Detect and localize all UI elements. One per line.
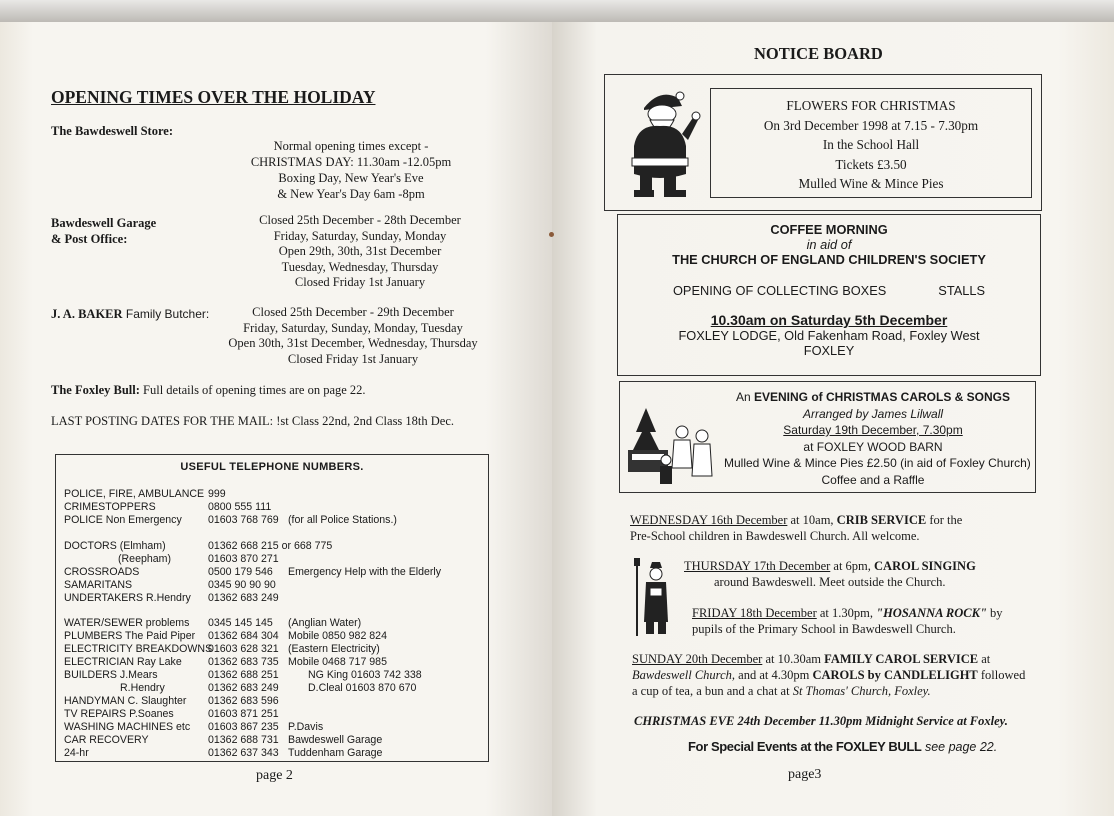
butcher-name: J. A. BAKER Family Butcher: (51, 307, 210, 321)
telephone-entry-number: 01603 768 769 (208, 514, 279, 526)
scanner-top-edge (0, 0, 1114, 22)
telephone-entry-number: 0800 555 111 (208, 501, 272, 513)
event-wednesday: WEDNESDAY 16th December at 10am, CRIB SERVICE for the (630, 513, 963, 527)
coffee-morning-notice: COFFEE MORNING in aid of THE CHURCH OF ENGLAND CHILDREN'S SOCIETY OPENING OF COLLECTING BOXES STALLS 10.30am on Saturday 5th December FOXLEY LODGE, Old Fakenham Road, Foxley West FOXLEY (672, 222, 986, 358)
event-christmas-eve: CHRISTMAS EVE 24th December 11.30pm Midnight Service at Foxley. (634, 714, 1008, 728)
telephone-entry-number: 01603 867 235 (208, 721, 279, 733)
telephone-entry-note: (for all Police Stations.) (288, 514, 397, 526)
telephone-entry-number: 01362 688 251 (208, 669, 279, 681)
telephone-entry-number: 01362 684 304 (208, 630, 279, 642)
posting-dates: LAST POSTING DATES FOR THE MAIL: !st Class 22nd, 2nd Class 18th Dec. (51, 414, 455, 428)
flowers-notice: FLOWERS FOR CHRISTMAS On 3rd December 1998 at 7.15 - 7.30pm In the School Hall Tickets £3.50 Mulled Wine & Mince Pies (763, 98, 979, 191)
telephone-entry-number: 01603 870 271 (208, 553, 279, 565)
opening-times-title: OPENING TIMES OVER THE HOLIDAY (51, 87, 376, 107)
telephone-entry-note: Tuddenham Garage (288, 747, 383, 759)
event-thursday-detail: around Bawdeswell. Meet outside the Church. (714, 575, 946, 589)
page-number-right: page3 (788, 767, 822, 782)
telephone-entry-name: POLICE Non Emergency (64, 514, 182, 526)
telephone-entry-number: 01362 683 249 (208, 592, 279, 604)
event-sunday-detail: Bawdeswell Church, and at 4.30pm CAROLS by CANDLELIGHT followed (632, 668, 1026, 682)
telephone-heading: USEFUL TELEPHONE NUMBERS. (180, 461, 364, 473)
telephone-entry-note: P.Davis (288, 721, 324, 733)
telephone-entry-name: SAMARITANS (64, 579, 133, 591)
carols-notice: An EVENING of CHRISTMAS CAROLS & SONGS Arranged by James Lilwall Saturday 19th December, 7.30pm at FOXLEY WOOD BARN Mulled Wine & Mince Pies £2.50 (in aid of Foxley Church) Coffee and a Raffle (724, 390, 1031, 487)
telephone-entry-name: 24-hr (64, 747, 89, 759)
telephone-entry-name: POLICE, FIRE, AMBULANCE (64, 488, 205, 500)
notice-board-title: NOTICE BOARD (754, 44, 883, 63)
telephone-entry-number: 01362 683 249 (208, 682, 279, 694)
telephone-entry-name: UNDERTAKERS R.Hendry (64, 592, 191, 604)
santa-icon (620, 86, 702, 201)
telephone-entry-name: ELECTRICITY BREAKDOWNS (64, 643, 213, 655)
telephone-entry-number: 01362 637 343 (208, 747, 279, 759)
telephone-entry-number: 01362 683 596 (208, 695, 279, 707)
telephone-entry-name: DOCTORS (Elmham) (64, 540, 166, 552)
telephone-entry-name: (Reepham) (118, 553, 171, 565)
telephone-entry-name: ELECTRICIAN Ray Lake (64, 656, 182, 668)
garage-hours: Closed 25th December - 28th December Friday, Saturday, Sunday, Monday Open 29th, 30th, 31st December Tuesday, Wednesday, Thursday Closed Friday 1st January (259, 213, 461, 289)
foxley-bull-note: The Foxley Bull: Full details of opening times are on page 22. (51, 383, 366, 397)
telephone-entry-note: (Anglian Water) (288, 617, 362, 629)
telephone-entry-note: Emergency Help with the Elderly (288, 566, 442, 578)
telephone-entry-number: 01603 871 251 (208, 708, 279, 720)
event-wednesday-detail: Pre-School children in Bawdeswell Church. All welcome. (630, 529, 920, 543)
telephone-entry-name: BUILDERS J.Mears (64, 669, 158, 681)
telephone-entry-number: 0500 179 546 (208, 566, 273, 578)
telephone-entry-number: 01362 668 215 or 668 775 (208, 540, 333, 552)
garage-name: Bawdeswell Garage & Post Office: (51, 216, 157, 246)
page-number-left: page 2 (256, 768, 293, 783)
event-thursday: THURSDAY 17th December at 6pm, CAROL SINGING (684, 559, 976, 573)
telephone-entry-number: 01362 683 735 (208, 656, 279, 668)
staple-mark (549, 232, 554, 237)
telephone-entry-name: WATER/SEWER problems (64, 617, 190, 629)
telephone-entry-name: CROSSROADS (64, 566, 140, 578)
telephone-entry-number: 999 (208, 488, 226, 500)
event-friday: FRIDAY 18th December at 1.30pm, "HOSANNA ROCK" by (692, 606, 1003, 620)
telephone-entry-number: 01362 688 731 (208, 734, 279, 746)
telephone-entry-name: WASHING MACHINES etc (64, 721, 191, 733)
event-sunday: SUNDAY 20th December at 10.30am FAMILY CAROL SERVICE at (632, 652, 991, 666)
telephone-entry-note: (Eastern Electricity) (288, 643, 380, 655)
telephone-entry-note: D.Cleal 01603 870 670 (308, 682, 417, 694)
telephone-entry-name: TV REPAIRS P.Soanes (64, 708, 174, 720)
telephone-entry-number: 0345 90 90 90 (208, 579, 276, 591)
lamp-caroller-icon (630, 556, 670, 638)
telephone-entry-note: NG King 01603 742 338 (308, 669, 422, 681)
telephone-entry-name: HANDYMAN C. Slaughter (64, 695, 187, 707)
telephone-entry-number: 0345 145 145 (208, 617, 273, 629)
telephone-entry-name: CAR RECOVERY (64, 734, 149, 746)
foxley-bull-events: For Special Events at the FOXLEY BULL see page 22. (688, 739, 998, 754)
butcher-hours: Closed 25th December - 29th December Friday, Saturday, Sunday, Monday, Tuesday Open 30th, 31st December, Wednesday, Thursday Closed Friday 1st January (228, 305, 478, 366)
telephone-entry-name: PLUMBERS The Paid Piper (64, 630, 196, 642)
telephone-entry-name: CRIMESTOPPERS (64, 501, 156, 513)
store-name: The Bawdeswell Store: (51, 124, 173, 138)
event-friday-detail: pupils of the Primary School in Bawdeswell Church. (692, 622, 956, 636)
store-hours: Normal opening times except - CHRISTMAS DAY: 11.30am -12.05pm Boxing Day, New Year's Eve & New Year's Day 6am -8pm (250, 139, 452, 201)
telephone-entry-note: Mobile 0468 717 985 (288, 656, 387, 668)
telephone-entry-note: Mobile 0850 982 824 (288, 630, 387, 642)
telephone-entry-number: 01603 628 321 (208, 643, 279, 655)
telephone-entry-name: R.Hendry (120, 682, 165, 694)
telephone-entry-note: Bawdeswell Garage (288, 734, 383, 746)
event-sunday-tea: a cup of tea, a bun and a chat at St Thomas' Church, Foxley. (632, 684, 931, 698)
